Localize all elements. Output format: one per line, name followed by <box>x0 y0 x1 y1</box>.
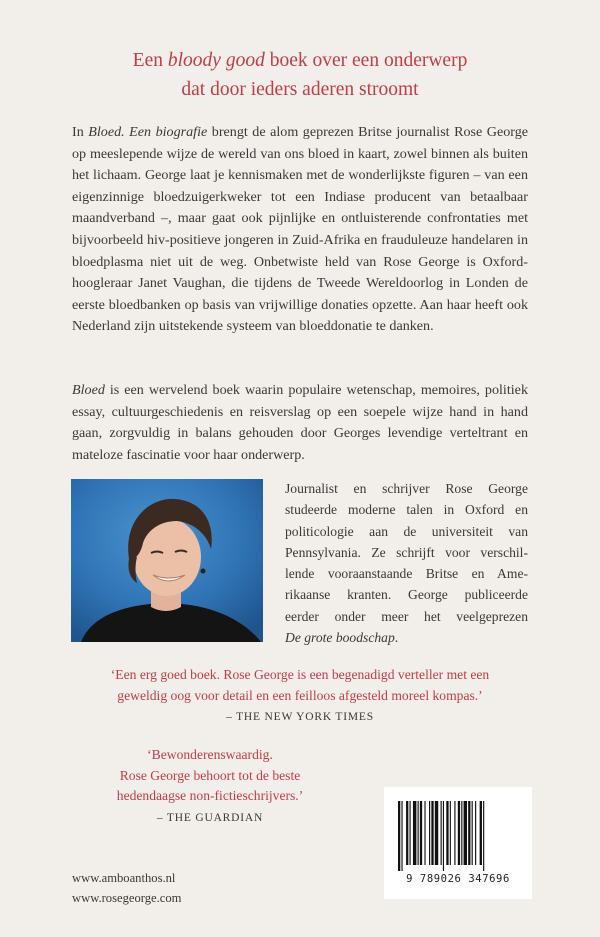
headline-emphasis: bloody good <box>167 50 265 71</box>
bio-line: politicologie aan de universiteit van <box>285 523 528 539</box>
barcode-bar <box>429 801 430 865</box>
barcode-bar <box>435 801 438 865</box>
barcode-bar <box>418 801 419 865</box>
website-link[interactable]: www.rosegeorge.com <box>72 891 182 905</box>
barcode-bar <box>472 801 473 865</box>
barcode-bar <box>443 801 444 871</box>
author-photo <box>71 479 263 642</box>
barcode-bar <box>410 801 411 865</box>
barcode-bar <box>431 801 433 865</box>
barcode-bar <box>406 801 408 865</box>
review-quote-nyt <box>60 665 540 728</box>
description-paragraph-1: In Bloed. Een biografie brengt de alom geprezen Britse journalist Rose George op meeslepende wijze de wereld van ons bloed in kaart, zowel binnen als buiten het lichaam. George laat je kennismaken met de wonderlijkste figuren – van een eigenzinnige bloedzuigerkweker tot een Indiase producent van betaalbaar maandverband –, maar gaat ook pijnlijke en ontluisterende confrontaties met bijvoorbeeld hiv-positieve jongeren in Zuid-Afrika en frauduleuze handelaren in bloedplasma niet uit de weg. Onbetwiste held van Rose George is Oxford-hoogleraar Janet Vaughan, die tijdens de Tweede Wereldoorlog in Londen de eerste bloedbanken op basis van vrijwillige donaties opzette. Aan haar heeft ook Nederland zijn uitstekende systeem van bloeddonatie te danken. <box>72 124 529 335</box>
barcode-bar <box>458 801 460 865</box>
barcode-bar <box>468 801 470 865</box>
barcode-bar <box>401 801 402 871</box>
book-title: Bloed. Een biografie <box>88 124 208 140</box>
author-portrait-illustration <box>71 479 263 642</box>
barcode-bars <box>396 801 520 871</box>
barcode-bar <box>446 801 448 865</box>
barcode <box>384 787 532 899</box>
quote-line: ‘Een erg goed boek. Rose George is een begenadigd verteller met een <box>110 667 490 682</box>
bio-line: studeerde moderne talen in Oxford en <box>285 502 528 518</box>
barcode-bar <box>480 801 482 865</box>
barcode-bar <box>454 801 455 865</box>
barcode-bar <box>420 801 422 865</box>
headline-line-1: Een bloody good boek over een onderwerp <box>132 50 468 71</box>
quote-line: hedendaagse non-fictieschrijvers.’ <box>116 788 304 803</box>
bio-book-title-line: De grote boodschap. <box>285 630 399 646</box>
headline <box>0 46 600 104</box>
headline-line-2: dat door ieders aderen stroomt <box>181 79 419 100</box>
barcode-bar <box>441 801 442 865</box>
quote-line: Rose George behoort tot de beste <box>119 767 301 783</box>
quote-line: geweldig oog voor detail en een feilloos afgesteld moreel kompas.’ <box>117 687 483 703</box>
websites <box>72 868 181 908</box>
description-paragraph-2: Bloed is een wervelend boek waarin populaire wetenschap, memoires, politiek essay, cultuurgeschiedenis en reisverslag op een soepele wijze hand in hand gaan, zorgvuldig in balans gehouden door Georges levendige verteltrant en mateloze fascinatie voor haar onderwerp. <box>72 382 528 463</box>
quote-line: ‘Bewonderenswaardig. <box>147 747 273 762</box>
bio-line: Journalist en schrijver Rose George <box>285 481 528 496</box>
barcode-bar <box>483 801 484 871</box>
bio-line: eerder onder meer het veelgeprezen <box>285 608 528 624</box>
barcode-bar <box>464 801 467 865</box>
bio-book-title: De grote boodschap <box>285 630 395 646</box>
barcode-bar <box>450 801 451 865</box>
bio-line: rikaanse kranten. George publiceerde <box>285 587 528 603</box>
isbn-number: 9 789026 347696 <box>406 873 510 885</box>
review-quote-guardian <box>80 745 340 828</box>
bio-line: Pennsylvania. Ze schrijft voor verschil- <box>285 544 528 560</box>
author-bio <box>285 478 528 648</box>
website-link[interactable]: www.amboanthos.nl <box>72 871 176 885</box>
book-title-short: Bloed <box>72 382 105 398</box>
barcode-bar <box>398 801 400 871</box>
quote-source: – THE GUARDIAN <box>156 811 264 824</box>
barcode-bar <box>424 801 425 865</box>
bio-line: lende vooraanstaande Britse en Ame- <box>285 566 528 582</box>
barcode-bar <box>413 801 416 865</box>
quote-source: – THE NEW YORK TIMES <box>226 711 374 723</box>
barcode-bar <box>475 801 476 865</box>
barcode-bar <box>461 801 462 865</box>
